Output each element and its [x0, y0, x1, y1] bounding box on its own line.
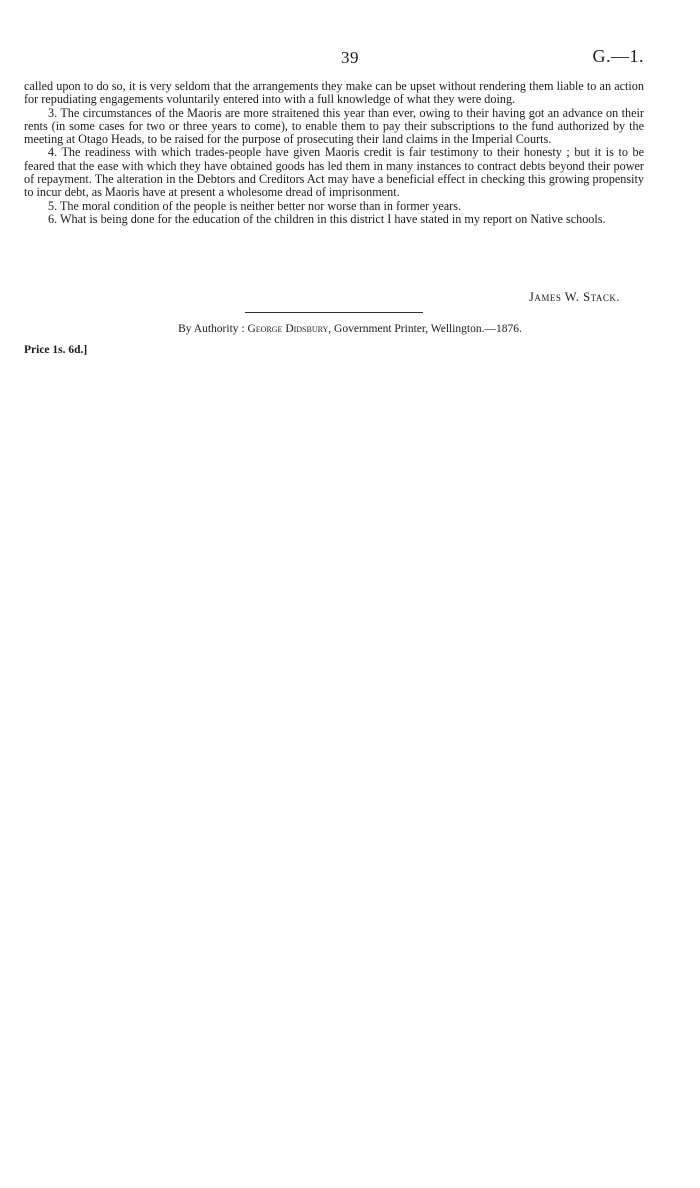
page-number: 39 — [341, 48, 359, 67]
paragraph-4: 4. The readiness with which trades-people have given Maoris credit is fair testimony to their honesty ; but it is to be feared that the ease with which they have obtained goods has led them in many instances to contract debts beyond their power of repayment. The alteration in the Debtors and Creditors Act may have a beneficial effect in checking this growing propensity to incur debt, as Maoris have at present a wholesome dread of imprisonment. — [24, 145, 644, 200]
document-reference: G.—1. — [592, 46, 644, 66]
imprint-printer-name: George Didsbury — [247, 323, 329, 335]
printer-imprint — [0, 323, 700, 335]
paragraph-6: 6. What is being done for the education of the children in this district I have stated in my report on Native schools. — [48, 211, 606, 226]
imprint-suffix: , Government Printer, Wellington.—1876. — [328, 323, 522, 335]
signature — [529, 290, 620, 305]
price-note: Price 1s. 6d.] — [24, 344, 88, 356]
divider-rule — [245, 312, 423, 313]
paragraph-continuation: called upon to do so, it is very seldom that the arrangements they make can be upset without rendering them liable to an action for repudiating engagements voluntarily entered into with a full knowledge of what they were doing. — [24, 79, 644, 107]
paragraph-5: 5. The moral condition of the people is neither better nor worse than in former years. — [48, 198, 462, 213]
report-body — [24, 80, 644, 226]
signature-name: James W. Stack. — [528, 290, 620, 304]
imprint-prefix: By Authority : — [178, 323, 248, 335]
paragraph-3: 3. The circumstances of the Maoris are more straitened this year than ever, owing to their having got an advance on their rents (in some cases for two or three years to come), to enable them to pay their subscriptions to the fund authorized by the meeting at Otago Heads, to be raised for the purpose of prosecuting their land claims in the Imperial Courts. — [24, 105, 644, 147]
